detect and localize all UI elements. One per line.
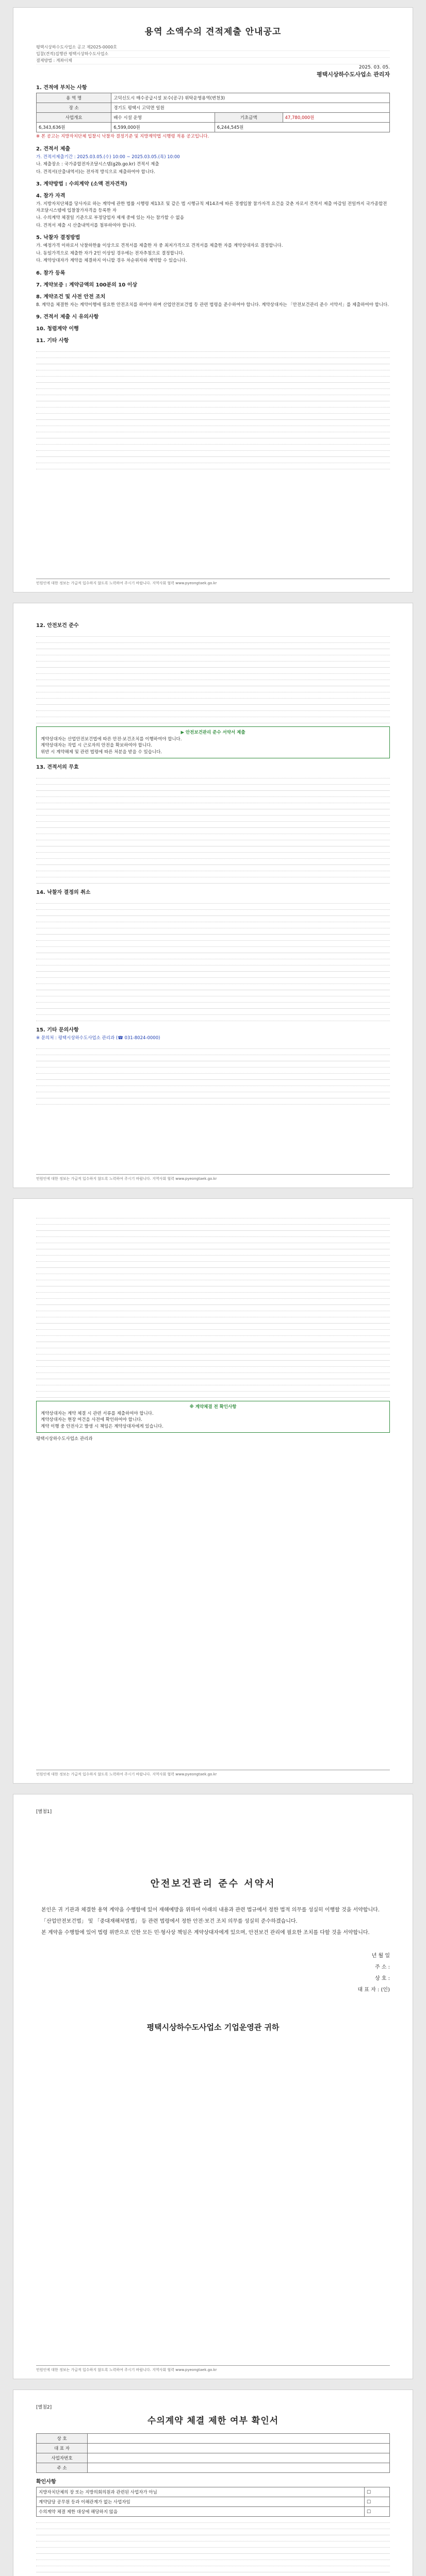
- pre-contract-notice: [36, 1401, 390, 1433]
- document-meta: [36, 44, 390, 64]
- contact-line: ※ 문의처 : 평택시상하수도사업소 관리과 (☎ 031-8024-0000): [36, 1036, 160, 1041]
- notice-title: ▶ 안전보건관리 준수 서약서 제출: [181, 730, 245, 735]
- pledge-paragraph: 본 계약을 수행함에 있어 법령 위반으로 인한 모든 민·형사상 책임은 계약상대자에게 있으며, 안전보건 관리에 필요한 조치를 다할 것을 서약합니다.: [41, 1930, 370, 1936]
- paragraph: 8. 계약을 체결한 자는 계약이행에 필요한 안전조치를 하여야 하며 산업안전보건법 등 관련 법령을 준수하여야 합니다. 계약상대자는 「안전보건관리 준수 서약서」를 제출하여야 합니다.: [36, 302, 389, 308]
- notice-line: 계약 이행 중 안전사고 발생 시 책임은 계약상대자에게 있습니다.: [41, 1423, 163, 1429]
- text-block: [36, 631, 390, 723]
- section-heading: 확인사항: [36, 2479, 56, 2485]
- notice-line: 계약상대자는 현장 여건을 사전에 확인하여야 합니다.: [41, 1417, 142, 1422]
- checkbox-cell[interactable]: □: [365, 2487, 390, 2497]
- announce-block: [36, 64, 390, 79]
- form-title: 수의계약 체결 제한 여부 확인서: [147, 2416, 279, 2426]
- section-heading: 5. 낙찰자 결정방법: [36, 235, 80, 241]
- check-table: [36, 2487, 390, 2517]
- paragraph: 다. 견적서 제출 시 산출내역서를 첨부하여야 합니다.: [36, 223, 137, 228]
- meta-line: 입찰(견적)집행관 평택시상하수도사업소: [36, 51, 390, 58]
- section-heading: 10. 청렴계약 이행: [36, 326, 79, 332]
- page-footer: 민원인에 대한 정보는 가급적 입수하지 않도록 노력하여 주시기 바랍니다. 지역사회 협력 www.pyeongtaek.go.kr: [36, 579, 390, 586]
- text-block: [36, 772, 390, 884]
- safety-notice-box: [36, 726, 390, 758]
- list-item: 가. 견적서제출기간 : 2025.03.05.(수) 10:00 ~ 2025.03.05.(목) 10:00: [36, 154, 180, 160]
- table-label: 장 소: [37, 103, 111, 113]
- notice-title: ※ 계약체결 전 확인사항: [189, 1404, 237, 1410]
- text-block: [36, 2517, 390, 2576]
- attachment-label: [별첨1]: [36, 1809, 52, 1815]
- section-heading: 1. 견적에 부치는 사항: [36, 85, 87, 91]
- notice-line: 계약상대자는 계약 체결 시 관련 서류를 제출하여야 합니다.: [41, 1411, 154, 1416]
- section-heading: 6. 참가 등록: [36, 270, 65, 276]
- pledge-title: 안전보건관리 준수 서약서: [150, 1878, 276, 1889]
- row-label: 사업자번호: [37, 2453, 88, 2463]
- checkbox-cell[interactable]: □: [365, 2497, 390, 2507]
- row-label: 상 호: [37, 2434, 88, 2444]
- sign-date: 년 월 일: [371, 1953, 390, 1959]
- paragraph: 다. 계약상대자가 계약을 체결하지 아니할 경우 차순위자와 계약할 수 있습니다.: [36, 258, 187, 263]
- footer-note: 평택시상하수도사업소 관리과: [36, 1436, 93, 1442]
- pledge-paragraph: 본인은 귀 기관과 체결한 용역 계약을 수행함에 있어 재해예방을 위하여 아래의 내용과 관련 법규에서 정한 법적 의무를 성실히 이행할 것을 서약합니다.: [41, 1907, 380, 1913]
- text-block: [36, 1212, 390, 1398]
- attachment-label: [별첨2]: [36, 2405, 52, 2410]
- document-page-4: [13, 1794, 413, 2379]
- check-item: 지방자치단체의 장 또는 지방의회의원과 관련된 사업자가 아님: [37, 2487, 365, 2497]
- section-heading: 12. 안전보건 준수: [36, 623, 79, 629]
- document-page-2: [13, 603, 413, 1188]
- sign-line: 대 표 자 : (인): [357, 1987, 390, 1993]
- price-value: 47,780,000원: [283, 113, 390, 123]
- paragraph: 가. 지방자치단체를 당사자로 하는 계약에 관한 법률 시행령 제13조 및 같은 법 시행규칙 제14조에 따른 경쟁입찰 참가자격 요건을 갖춘 자로서 견적서 제출 마감일 전일까지 국가종합전자조달시스템에 입찰참가자격을 등록한 자: [36, 201, 387, 213]
- section-heading: 9. 견적서 제출 시 유의사항: [36, 314, 99, 320]
- check-item: 수의계약 체결 제한 대상에 해당하지 않음: [37, 2507, 365, 2517]
- section-heading: 14. 낙찰자 결정의 취소: [36, 890, 91, 895]
- sign-line: 상 호 :: [374, 1976, 390, 1981]
- input-cell[interactable]: [88, 2453, 390, 2463]
- page-footer: 민원인에 대한 정보는 가급적 입수하지 않도록 노력하여 주시기 바랍니다. 지역사회 협력 www.pyeongtaek.go.kr: [36, 1770, 390, 1777]
- table-label: 기초금액: [215, 113, 283, 123]
- table-label: 사업개요: [37, 113, 111, 123]
- announcer: 평택시상하수도사업소 관리자: [317, 71, 390, 78]
- text-block: [36, 1043, 390, 1105]
- document-page-5: [13, 2389, 413, 2576]
- table-value: 배수 시설 운영: [111, 113, 215, 123]
- amount-cell: 6,599,000원: [111, 123, 215, 132]
- check-item: 계약담당 공무원 등과 이해관계가 없는 사업자임: [37, 2497, 365, 2507]
- recipient-org: 평택시상하수도사업소 기업운영관 귀하: [146, 2023, 280, 2032]
- paragraph: 나. 동일가격으로 제출한 자가 2인 이상일 경우에는 전자추첨으로 결정합니다.: [36, 250, 184, 256]
- row-label: 주 소: [37, 2463, 88, 2473]
- section-heading: 4. 참가 자격: [36, 193, 65, 199]
- sign-line: 주 소 :: [374, 1964, 390, 1970]
- section-heading: 2. 견적서 제출: [36, 146, 71, 152]
- row-label: 대 표 자: [37, 2444, 88, 2453]
- document-page-3: [13, 1198, 413, 1784]
- table-value: 경기도 평택시 고덕면 일원: [111, 103, 390, 113]
- notice-line: 위반 시 계약해제 및 관련 법령에 따른 처분을 받을 수 있습니다.: [41, 749, 162, 755]
- checkbox-cell[interactable]: □: [365, 2507, 390, 2517]
- red-note: ※ 본 공고는 지방자치단체 입찰시 낙찰자 결정기준 및 지방계약법 시행령 적용 공고입니다.: [36, 134, 209, 139]
- section-heading: 7. 계약보증 : 계약금액의 100분의 10 이상: [36, 282, 138, 288]
- table-label: 용 역 명: [37, 93, 111, 103]
- applicant-table: [36, 2433, 390, 2473]
- paragraph: 가. 예정가격 이하로서 낙찰하한율 이상으로 견적서를 제출한 자 중 최저가격으로 견적서를 제출한 자를 계약상대자로 결정합니다.: [36, 243, 283, 248]
- section-heading: 8. 계약조건 및 사전 안전 조치: [36, 294, 106, 300]
- list-item: 다. 견적서(산출내역서)는 전자적 방식으로 제출하여야 합니다.: [36, 169, 155, 175]
- text-block: [36, 897, 390, 1021]
- text-block: [36, 346, 390, 469]
- input-cell[interactable]: [88, 2444, 390, 2453]
- notice-line: 계약상대자는 산업안전보건법에 따른 안전·보건조치를 이행하여야 합니다.: [41, 736, 182, 742]
- amount-cell: 6,244,545원: [215, 123, 389, 132]
- page-footer: 민원인에 대한 정보는 가급적 입수하지 않도록 노력하여 주시기 바랍니다. 지역사회 협력 www.pyeongtaek.go.kr: [36, 2365, 390, 2372]
- meta-line: 평택시상하수도사업소 공고 제2025-0000호: [36, 44, 390, 51]
- notice-line: 계약상대자는 작업 시 근로자의 안전을 확보하여야 합니다.: [41, 743, 152, 748]
- section-heading: 13. 견적서의 무효: [36, 765, 79, 770]
- signature-block: [36, 1951, 390, 1996]
- input-cell[interactable]: [88, 2463, 390, 2473]
- section-heading: 11. 기타 사항: [36, 338, 69, 344]
- meta-line: 결제방법 : 계좌이체: [36, 58, 390, 64]
- page-title: 용역 소액수의 견적제출 안내공고: [144, 27, 282, 37]
- section-heading: 15. 기타 문의사항: [36, 1027, 79, 1033]
- page-footer: 민원인에 대한 정보는 가급적 입수하지 않도록 노력하여 주시기 바랍니다. 지역사회 협력 www.pyeongtaek.go.kr: [36, 1174, 390, 1181]
- input-cell[interactable]: [88, 2434, 390, 2444]
- table-value: 고덕신도시 매수공급시설 보수(공구) 위탁운영용역(변천3): [111, 93, 390, 103]
- pledge-paragraph: 「산업안전보건법」 및 「중대재해처벌법」 등 관련 법령에서 정한 안전·보건 조치 의무를 성실히 준수하겠습니다.: [41, 1919, 298, 1924]
- announce-date: 2025. 03. 05.: [358, 65, 390, 70]
- paragraph: 나. 수의계약 체결일 기준으로 부정당업자 제재 중에 있는 자는 참가할 수 없음: [36, 215, 184, 221]
- contract-table: [36, 93, 390, 132]
- section-heading: 3. 계약방법 : 수의계약 (소액 전자견적): [36, 181, 127, 187]
- document-page-1: [13, 7, 413, 592]
- list-item: 나. 제출장소 : 국가종합전자조달시스템(g2b.go.kr) 견적서 제출: [36, 162, 159, 167]
- amount-cell: 6,343,636원: [37, 123, 111, 132]
